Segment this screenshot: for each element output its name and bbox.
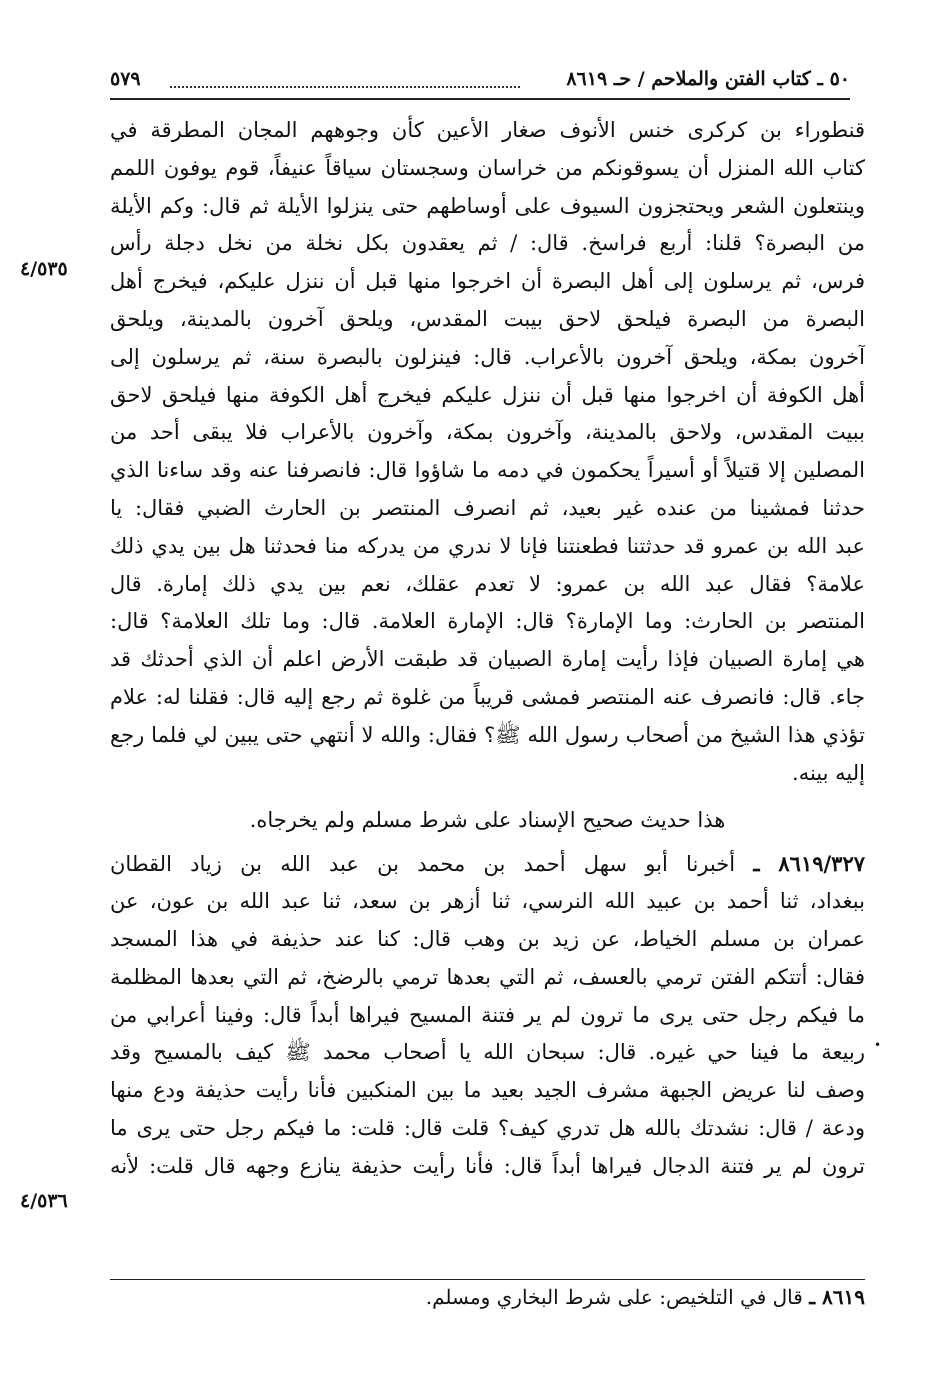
text-line: ببغداد، ثنا أحمد بن عبيد الله النرسي، ثنا أزهر بن سعد، ثنا عبد الله بن عون، عن bbox=[110, 889, 865, 914]
hadith-verdict: هذا حديث صحيح الإسناد على شرط مسلم ولم يخرجاه. bbox=[249, 808, 726, 833]
footnote-text: قال في التلخيص: على شرط البخاري ومسلم. bbox=[425, 1285, 803, 1309]
page-number: ٥٧٩ bbox=[110, 68, 141, 90]
text-line: تؤذي هذا الشيخ من أصحاب رسول الله ﷺ؟ فقال: والله لا أنتهي حتى يبين لي فلما رجع bbox=[110, 722, 865, 747]
text-line: عمران بن مسلم الخياط، عن زيد بن وهب قال: كنا عند حذيفة في هذا المسجد bbox=[110, 926, 865, 951]
running-header bbox=[110, 64, 850, 100]
text-line: ببيت المقدس، ولاحق بالمدينة، وآخرون بمكة، وآخرون بالأعراب فلا يبقى أحد من bbox=[110, 420, 865, 445]
text-line: ما فيكم رجل حتى يرى ما ترون لم ير فتنة المسيح فيراها أبداً قال: وفينا أعرابي من bbox=[110, 1002, 865, 1027]
text-line: أهل الكوفة أن اخرجوا منها قبل أن ننزل عليكم فيخرج أهل الكوفة منها فيلحق لاحق bbox=[110, 382, 865, 407]
footnote-separator bbox=[110, 1279, 865, 1280]
footnote bbox=[110, 1282, 865, 1312]
text-span: أخبرنا أبو سهل أحمد بن محمد بن عبد الله بن زياد القطان bbox=[110, 852, 736, 877]
margin-reference: ٤/٥٣٦ bbox=[20, 1190, 68, 1212]
header-dotted-leader bbox=[170, 86, 520, 88]
text-line: حدثنا فمشينا من عنده غير بعيد، ثم انصرف المنتصر بن الحارث الضبي فقال: يا bbox=[110, 495, 865, 520]
text-line: إليه بينه. bbox=[792, 760, 865, 785]
margin-reference: ٤/٥٣٥ bbox=[20, 258, 68, 280]
text-line: البصرة من البصرة فيلحق لاحق بيبت المقدس، ويلحق آخرون بالمدينة، ويلحق bbox=[110, 306, 865, 331]
margin-dot: • bbox=[874, 1038, 882, 1052]
text-line: وينتعلون الشعر ويحتجزون السيوف على أوساطهم حتى ينزلوا الأيلة ثم قال: وكم الأيلة bbox=[110, 193, 865, 218]
text-line-first bbox=[110, 845, 865, 883]
text-line: كتاب الله المنزل أن يسوقونكم من خراسان وسجستان سياقاً عنيفاً، قوم يوفون اللمم bbox=[110, 155, 865, 180]
paragraph-hadith-continuation bbox=[110, 112, 865, 792]
text-line: ودعة / قال: نشدتك بالله هل تدري كيف؟ قلت قال: قلت: ما فيكم رجل حتى يرى ما bbox=[110, 1115, 865, 1140]
footnote-number: ٨٦١٩ ـ bbox=[809, 1285, 865, 1309]
main-text bbox=[110, 112, 865, 1186]
text-line: ربيعة ما فينا حي غيره. قال: سبحان الله يا أصحاب محمد ﷺ كيف بالمسيح وقد bbox=[110, 1040, 865, 1065]
text-line: فرس، ثم يرسلون إلى أهل البصرة أن اخرجوا منها قبل أن ننزل عليكم، فيخرج أهل bbox=[110, 269, 865, 294]
text-line: هي إمارة الصبيان فإذا رأيت إمارة الصبيان قد طبقت الأرض اعلم أن الذي أحدثك قد bbox=[110, 647, 865, 672]
text-line: المصلين إلا قتيلاً أو أسيراً يحكمون في دمه ما شاؤوا قال: فانصرفنا عنه وقد ساءنا الذي bbox=[110, 458, 865, 483]
hadith-number: ٨٦١٩/٣٢٧ ـ bbox=[753, 851, 865, 877]
text-line: المنتصر بن الحارث: وما الإمارة؟ قال: الإمارة العلامة. قال: وما تلك العلامة؟ قال: bbox=[110, 609, 865, 634]
text-line: عبد الله بن عمرو قد حدثتنا فطعنتنا فإنا لا ندري من يدركه منا فحدثنا هل بين يدي ذلك bbox=[110, 533, 865, 558]
text-line: جاء. قال: فانصرف عنه المنتصر فمشى قريباً من غلوة ثم رجع إليه قال: فقلنا له: علام bbox=[110, 684, 865, 709]
text-line: آخرون بمكة، ويلحق آخرون بالأعراب. قال: فينزلون بالبصرة سنة، ثم يرسلون إلى bbox=[110, 344, 865, 369]
text-line: علامة؟ فقال عبد الله بن عمرو: لا تعدم عقلك، نعم بين يدي ذلك إمارة. قال bbox=[110, 571, 865, 596]
text-line: من البصرة؟ قلنا: أربع فراسخ. قال: / ثم يعقدون بكل نخلة من نخل دجلة رأس bbox=[110, 231, 865, 256]
text-line: ترون لم ير فتنة الدجال فيراها أبداً قال: فأنا رأيت حذيفة ينازع وجهه قال قلت: لأنه bbox=[110, 1153, 865, 1178]
paragraph-hadith-8619 bbox=[110, 845, 865, 1185]
text-line: وصف لنا عريض الجبهة مشرف الجيد بعيد ما بين المنكبين فأنا رأيت حذيفة ودع منها bbox=[110, 1078, 865, 1103]
text-line: قنطوراء بن كركرى خنس الأنوف صغار الأعين كأن وجوههم المجان المطرقة في bbox=[110, 118, 865, 142]
text-line: فقال: أتتكم الفتن ترمي بالعسف، ثم التي بعدها ترمي بالرضخ، ثم التي بعدها المظلمة bbox=[110, 964, 865, 989]
header-title: ٥٠ ـ كتاب الفتن والملاحم / حـ ٨٦١٩ bbox=[566, 68, 850, 90]
